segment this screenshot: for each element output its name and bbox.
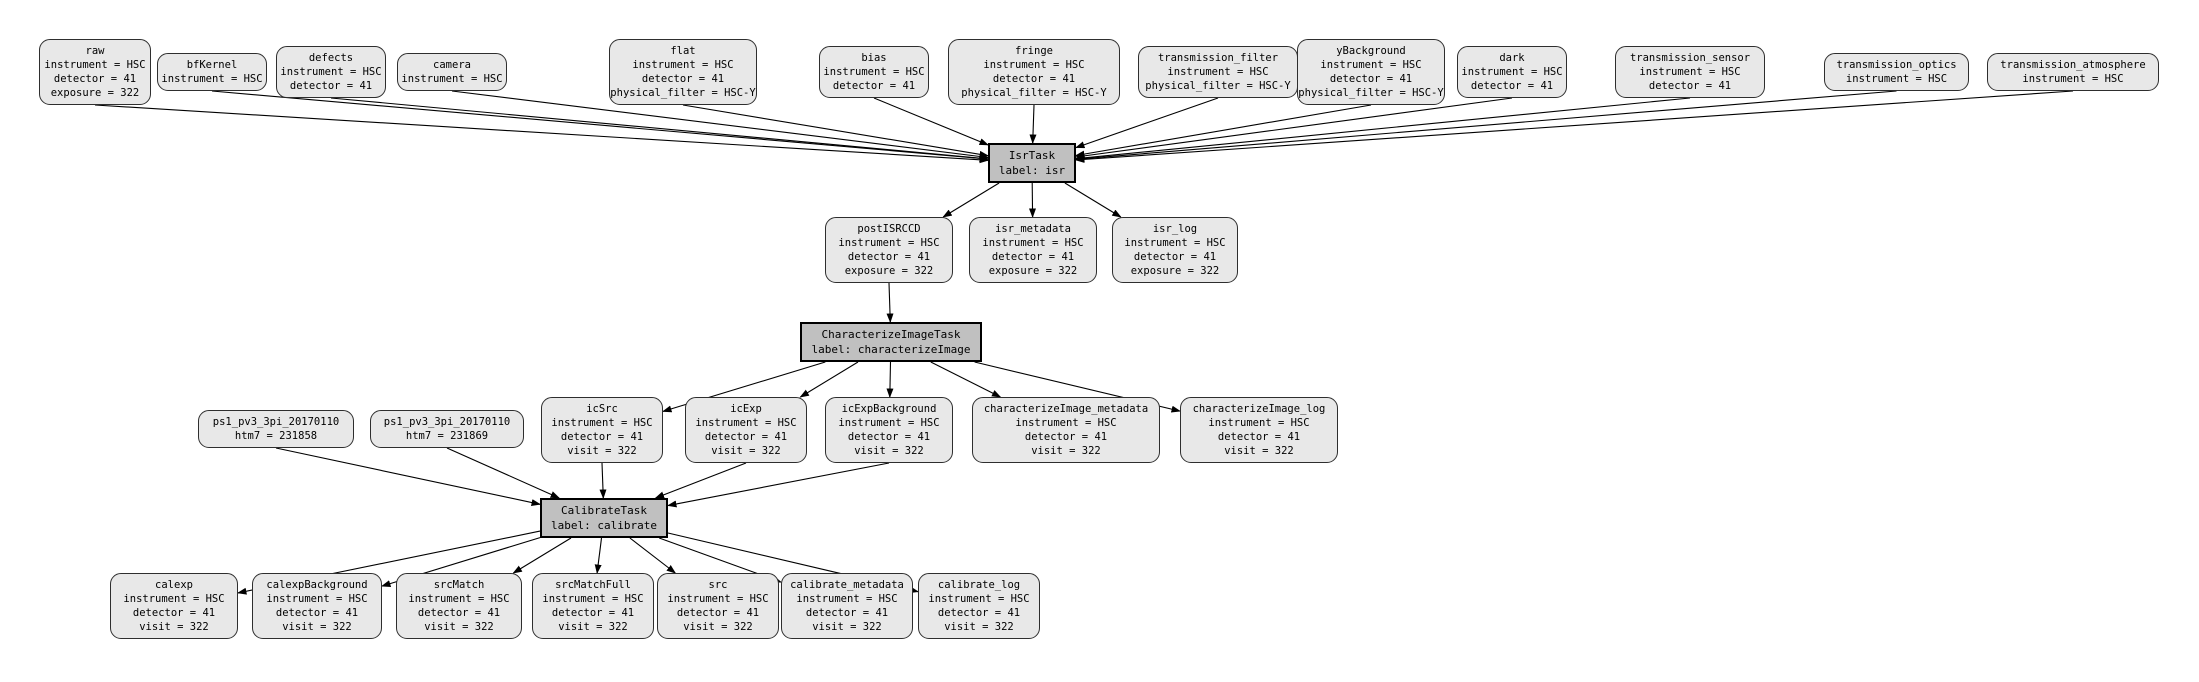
task-node-calibrate_task	[540, 498, 668, 538]
node-attribute: instrument = HSC	[123, 593, 225, 605]
node-title: dark	[1499, 52, 1525, 64]
node-attribute: physical_filter = HSC-Y	[961, 87, 1107, 99]
node-attribute: instrument = HSC	[695, 417, 797, 429]
node-attribute: physical_filter = HSC-Y	[1145, 80, 1291, 92]
dataset-node-icExpBackground	[825, 397, 953, 463]
edge-raw-to-isr_task	[95, 105, 988, 160]
node-attribute: detector = 41	[560, 431, 644, 443]
dataset-node-characterizeImage_log	[1180, 397, 1338, 463]
node-title: postISRCCD	[857, 223, 921, 235]
node-attribute: instrument = HSC	[1461, 66, 1563, 78]
node-title: transmission_sensor	[1629, 52, 1751, 64]
node-attribute: detector = 41	[704, 431, 788, 443]
node-attribute: physical_filter = HSC-Y	[610, 87, 756, 99]
node-attribute: instrument = HSC	[632, 59, 734, 71]
edge-dark-to-isr_task	[1076, 98, 1512, 157]
node-attribute: instrument = HSC	[1845, 73, 1948, 85]
node-title: characterizeImage_metadata	[983, 403, 1149, 415]
node-attribute: visit = 322	[567, 445, 637, 457]
edge-characterizeImage_task-to-icExpBackground	[890, 362, 891, 397]
node-title: icSrc	[586, 403, 618, 415]
node-attribute: instrument = HSC	[983, 59, 1085, 71]
node-attribute: htm7 = 231869	[405, 430, 489, 442]
node-attribute: detector = 41	[805, 607, 889, 619]
dataset-node-transmission_filter	[1138, 46, 1298, 98]
node-attribute: instrument = HSC	[44, 59, 146, 71]
edge-characterizeImage_task-to-characterizeImage_metadata	[931, 362, 1001, 397]
node-title: icExpBackground	[841, 403, 937, 415]
node-attribute: instrument = HSC	[280, 66, 382, 78]
edge-postISRCCD-to-characterizeImage_task	[889, 283, 890, 322]
node-attribute: instrument = HSC	[796, 593, 898, 605]
node-attribute: exposure = 322	[844, 265, 934, 277]
node-attribute: detector = 41	[937, 607, 1021, 619]
node-attribute: detector = 41	[992, 73, 1076, 85]
node-title: CalibrateTask	[560, 504, 648, 517]
node-attribute: instrument = HSC	[1208, 417, 1310, 429]
edge-yBackground-to-isr_task	[1076, 105, 1371, 156]
node-attribute: visit = 322	[812, 621, 882, 633]
node-title: isr_log	[1152, 223, 1198, 235]
node-attribute: detector = 41	[1329, 73, 1413, 85]
node-attribute: physical_filter = HSC-Y	[1298, 87, 1444, 99]
node-title: transmission_atmosphere	[2000, 59, 2146, 71]
node-attribute: visit = 322	[139, 621, 209, 633]
dataset-node-icSrc	[541, 397, 663, 463]
node-title: raw	[85, 45, 105, 57]
node-attribute: visit = 322	[1031, 445, 1101, 457]
dataset-node-ps1_a	[198, 410, 354, 448]
node-attribute: visit = 322	[558, 621, 628, 633]
edge-transmission_atmosphere-to-isr_task	[1076, 91, 2073, 160]
edge-isr_task-to-isr_log	[1065, 183, 1121, 217]
node-attribute: detector = 41	[551, 607, 635, 619]
node-title: transmission_optics	[1836, 59, 1957, 71]
node-title: calexp	[155, 579, 193, 591]
node-attribute: detector = 41	[275, 607, 359, 619]
node-attribute: detector = 41	[53, 73, 137, 85]
node-attribute: label: characterizeImage	[811, 343, 971, 356]
node-attribute: instrument = HSC	[2022, 73, 2124, 85]
edge-icExpBackground-to-calibrate_task	[668, 463, 889, 506]
node-title: ps1_pv3_3pi_20170110	[383, 416, 511, 428]
node-attribute: label: isr	[998, 164, 1066, 177]
dataset-node-isr_log	[1112, 217, 1238, 283]
dataset-node-calibrate_metadata	[781, 573, 913, 639]
dataset-node-defects	[276, 46, 386, 98]
node-title: srcMatchFull	[555, 579, 631, 591]
dataset-node-ps1_b	[370, 410, 524, 448]
node-title: defects	[308, 52, 354, 64]
node-title: calibrate_log	[937, 579, 1021, 591]
task-node-characterizeImage_task	[800, 322, 982, 362]
edge-ps1_a-to-calibrate_task	[276, 448, 540, 504]
node-title: flat	[670, 45, 696, 57]
node-attribute: instrument = HSC	[1015, 417, 1117, 429]
node-attribute: detector = 41	[1133, 251, 1217, 263]
node-attribute: instrument = HSC	[1167, 66, 1269, 78]
node-attribute: instrument = HSC	[667, 593, 769, 605]
node-title: yBackground	[1336, 45, 1406, 57]
node-title: characterizeImage_log	[1192, 403, 1326, 415]
node-attribute: detector = 41	[1024, 431, 1108, 443]
node-title: icExp	[730, 403, 762, 415]
dataset-node-calibrate_log	[918, 573, 1040, 639]
dataset-node-dark	[1457, 46, 1567, 98]
node-title: camera	[433, 59, 471, 71]
node-title: IsrTask	[1008, 149, 1056, 162]
node-attribute: visit = 322	[1224, 445, 1294, 457]
node-attribute: instrument = HSC	[838, 237, 940, 249]
node-attribute: instrument = HSC	[551, 417, 653, 429]
dataset-node-transmission_atmosphere	[1987, 53, 2159, 91]
dataset-node-bfKernel	[157, 53, 267, 91]
node-attribute: instrument = HSC	[823, 66, 925, 78]
node-attribute: visit = 322	[944, 621, 1014, 633]
node-attribute: exposure = 322	[1130, 265, 1220, 277]
node-attribute: exposure = 322	[50, 87, 140, 99]
dataset-node-fringe	[948, 39, 1120, 105]
dataset-node-bias	[819, 46, 929, 98]
dataset-node-flat	[609, 39, 757, 105]
node-attribute: detector = 41	[417, 607, 501, 619]
edge-flat-to-isr_task	[683, 105, 988, 156]
node-attribute: detector = 41	[1217, 431, 1301, 443]
node-attribute: instrument = HSC	[1320, 59, 1422, 71]
node-attribute: detector = 41	[676, 607, 760, 619]
edge-calibrate_task-to-src	[630, 538, 675, 573]
edge-icSrc-to-calibrate_task	[602, 463, 603, 498]
node-attribute: visit = 322	[711, 445, 781, 457]
dataset-node-yBackground	[1297, 39, 1445, 105]
node-attribute: detector = 41	[832, 80, 916, 92]
node-attribute: exposure = 322	[988, 265, 1078, 277]
dataset-node-transmission_optics	[1824, 53, 1969, 91]
node-attribute: instrument = HSC	[408, 593, 510, 605]
edge-transmission_sensor-to-isr_task	[1076, 98, 1690, 159]
node-attribute: detector = 41	[847, 251, 931, 263]
edge-defects-to-isr_task	[331, 98, 988, 159]
edge-bias-to-isr_task	[874, 98, 988, 145]
node-attribute: visit = 322	[683, 621, 753, 633]
dataset-node-camera	[397, 53, 507, 91]
node-title: ps1_pv3_3pi_20170110	[212, 416, 340, 428]
edge-isr_task-to-postISRCCD	[943, 183, 999, 217]
node-title: CharacterizeImageTask	[821, 328, 961, 341]
dataset-node-calexpBackground	[252, 573, 382, 639]
node-attribute: instrument = HSC	[401, 73, 503, 85]
edge-bfKernel-to-isr_task	[212, 91, 988, 159]
node-attribute: instrument = HSC	[542, 593, 644, 605]
node-attribute: detector = 41	[991, 251, 1075, 263]
dataset-node-isr_metadata	[969, 217, 1097, 283]
dataset-node-srcMatch	[396, 573, 522, 639]
node-attribute: htm7 = 231858	[234, 430, 318, 442]
node-attribute: visit = 322	[854, 445, 924, 457]
node-attribute: instrument = HSC	[1124, 237, 1226, 249]
task-node-isr_task	[988, 143, 1076, 183]
node-attribute: instrument = HSC	[1639, 66, 1741, 78]
node-attribute: instrument = HSC	[266, 593, 368, 605]
dataset-node-srcMatchFull	[532, 573, 654, 639]
node-title: bfKernel	[186, 59, 238, 71]
node-title: fringe	[1015, 45, 1053, 57]
node-attribute: instrument = HSC	[838, 417, 940, 429]
dataset-node-icExp	[685, 397, 807, 463]
dataset-node-postISRCCD	[825, 217, 953, 283]
node-attribute: label: calibrate	[551, 519, 657, 532]
node-title: isr_metadata	[995, 223, 1071, 235]
node-attribute: detector = 41	[1648, 80, 1732, 92]
node-attribute: detector = 41	[1470, 80, 1554, 92]
dataset-node-src	[657, 573, 779, 639]
dataset-node-transmission_sensor	[1615, 46, 1765, 98]
node-title: transmission_filter	[1157, 52, 1279, 64]
node-attribute: detector = 41	[132, 607, 216, 619]
edge-fringe-to-isr_task	[1033, 105, 1034, 143]
edge-calibrate_task-to-srcMatchFull	[597, 538, 601, 573]
node-attribute: visit = 322	[424, 621, 494, 633]
node-attribute: detector = 41	[289, 80, 373, 92]
node-title: bias	[861, 52, 887, 64]
node-title: srcMatch	[433, 579, 485, 591]
node-attribute: instrument = HSC	[161, 73, 263, 85]
dataset-node-raw	[39, 39, 151, 105]
node-title: src	[708, 579, 728, 591]
node-title: calibrate_metadata	[790, 579, 904, 591]
dataset-node-calexp	[110, 573, 238, 639]
node-attribute: instrument = HSC	[928, 593, 1030, 605]
node-attribute: instrument = HSC	[982, 237, 1084, 249]
node-attribute: detector = 41	[641, 73, 725, 85]
node-attribute: detector = 41	[847, 431, 931, 443]
node-title: calexpBackground	[266, 579, 368, 591]
dataset-node-characterizeImage_metadata	[972, 397, 1160, 463]
node-attribute: visit = 322	[282, 621, 352, 633]
